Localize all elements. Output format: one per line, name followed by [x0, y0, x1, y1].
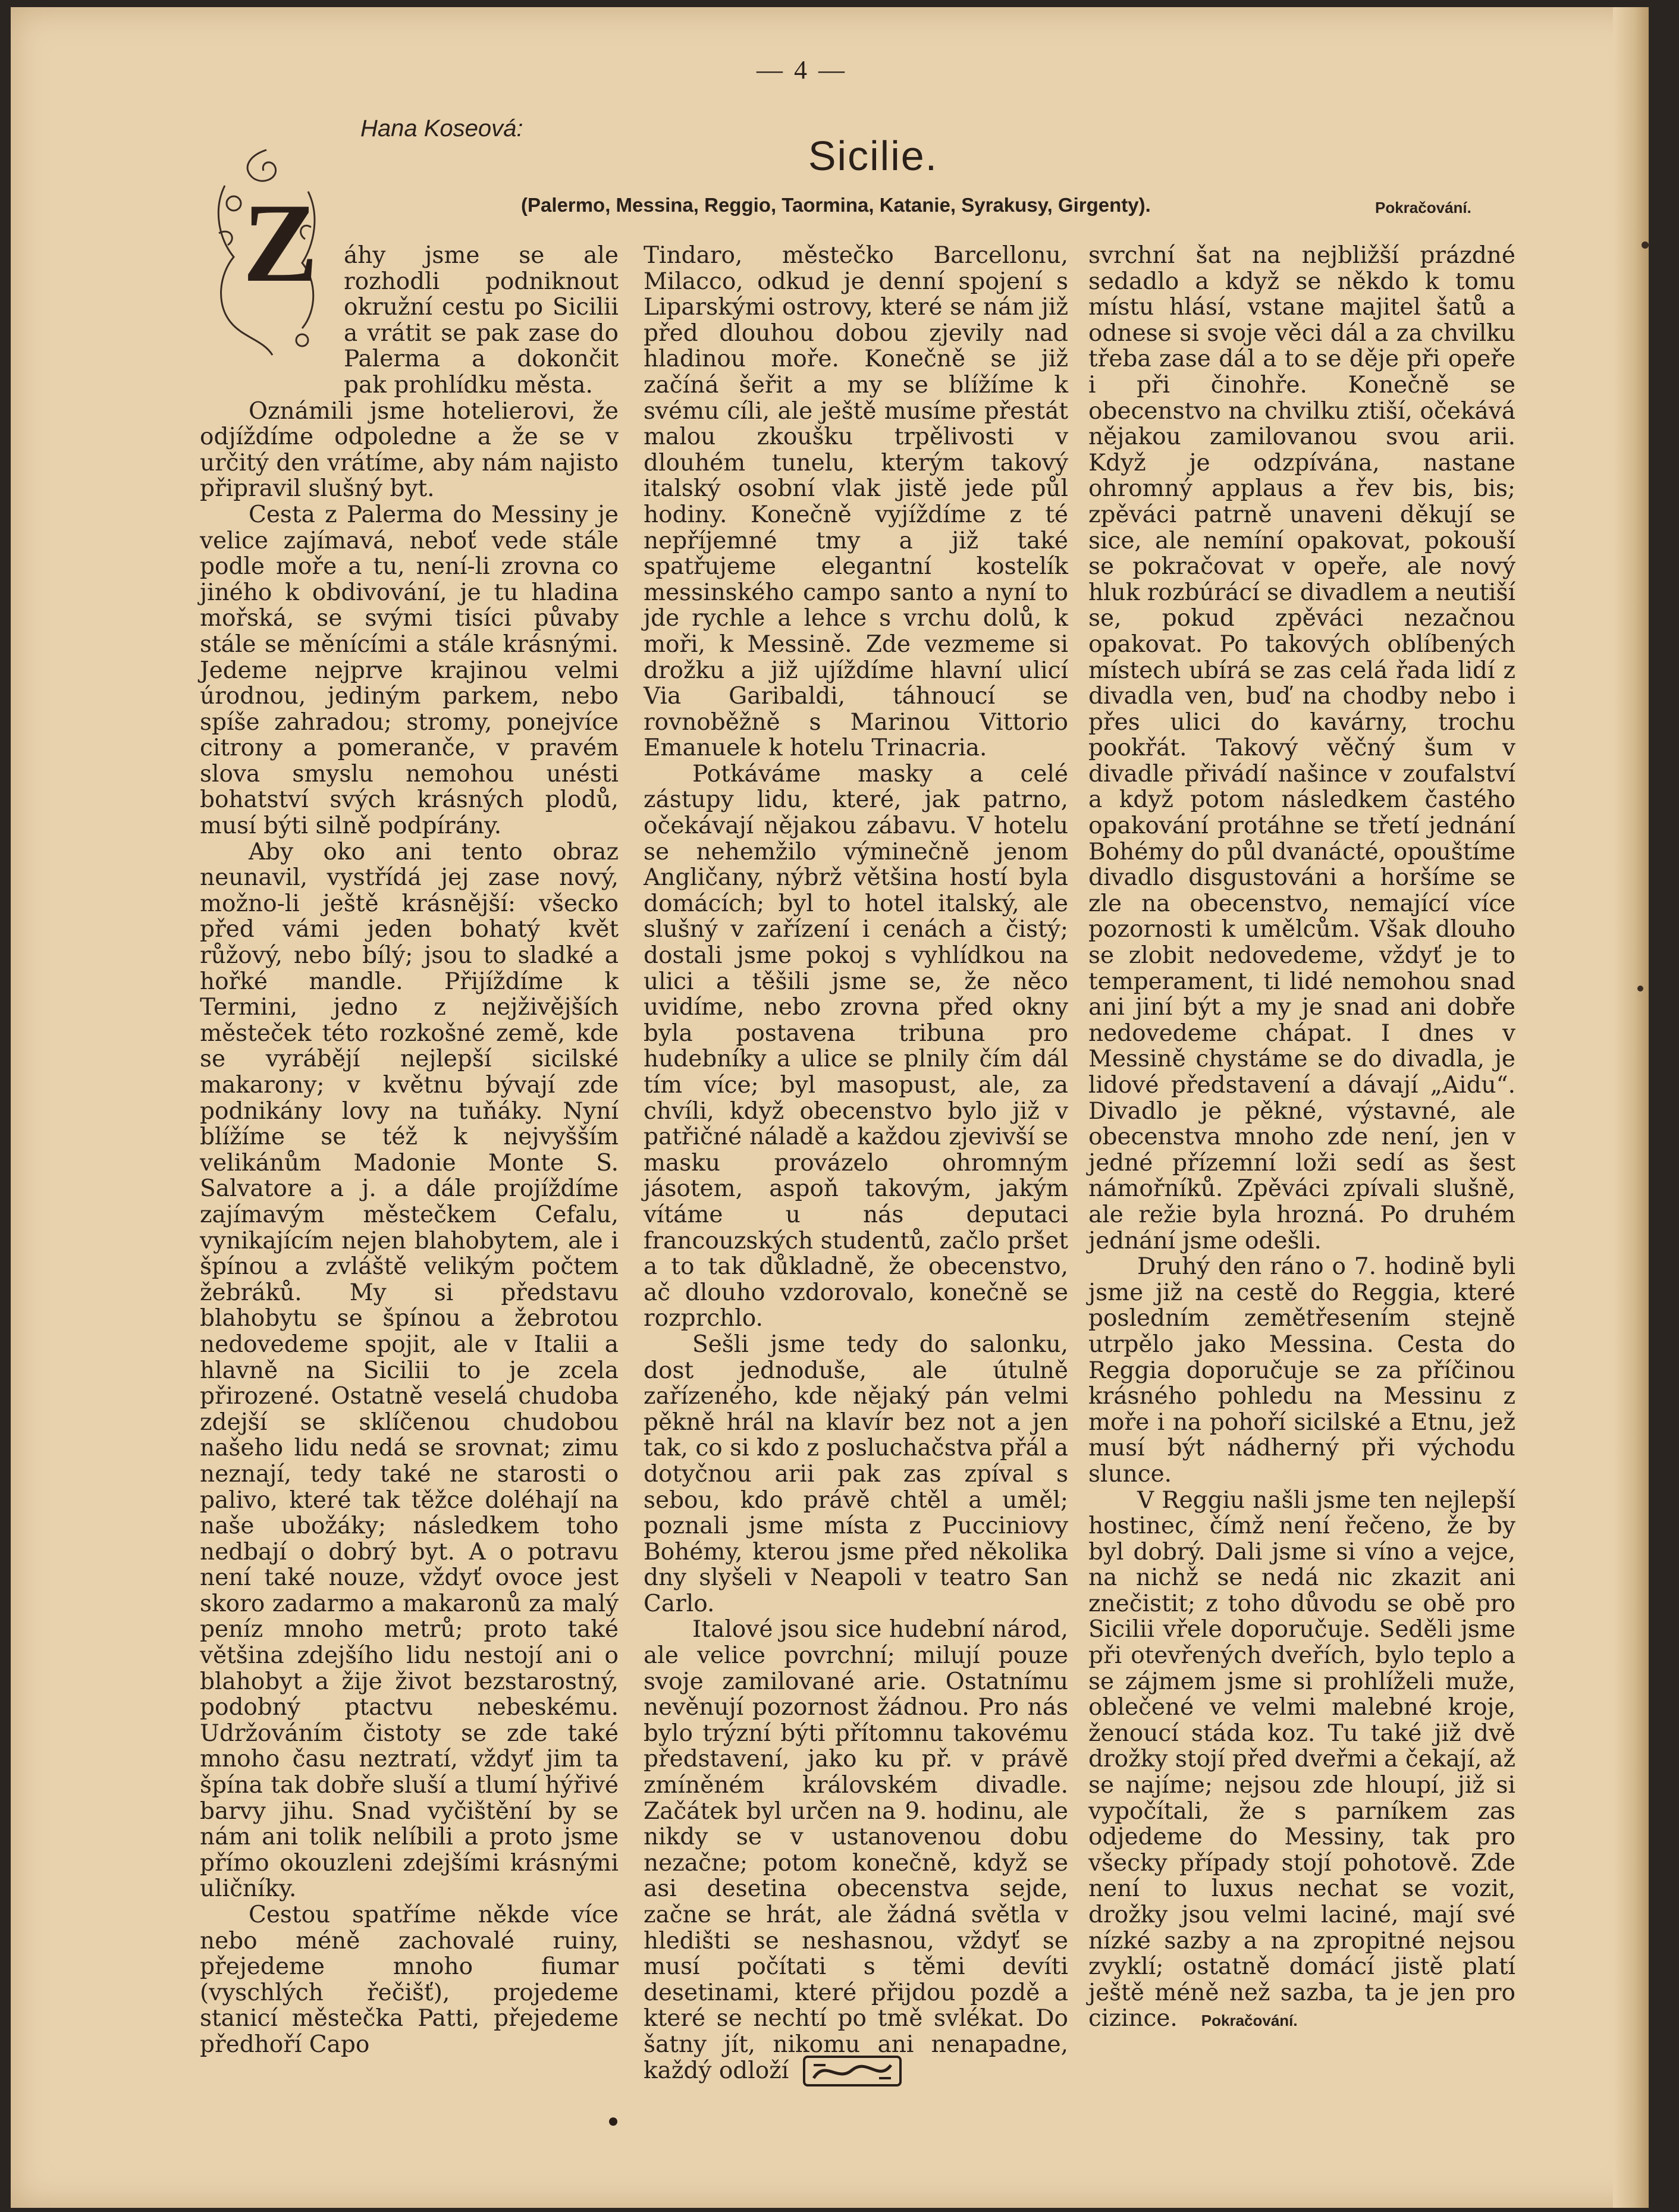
- paragraph: [1088, 1488, 1515, 2034]
- continued-label-end: Pokračování.: [1201, 2012, 1298, 2030]
- paragraph: Cestou spatříme někde více nebo méně zachovalé ruiny, přejedeme mnoho fiumar (vyschlých řečišť), projedeme stanicí městečka Patti, přejedeme předhoří Capo: [200, 1902, 619, 2058]
- paragraph: Aby oko ani tento obraz neunavil, vystřídá jej zase nový, možno-li ještě krásnější: všecko před vámi jeden bohatý květ růžový, nebo bílý; jsou to sladké a hořké mandle. Přijíždíme k Termini, jedno z nejživějších městeček této rozkošné země, kde se vyrábějí nejlepší sicilské makarony; v květnu bývají zde podnikány lovy na tuňáky. Nyní blížíme se též k nejvyšším velikánům Madonie Monte S. Salvatore a j. a dále projíždíme zajímavým městečkem Cefalu, vynikajícím nejen blahobytem, ale i špínou a zvláště velikým počtem žebráků. My si představu blahobytu se špínou a žebrotou nedovedeme spojit, ale v Italii a hlavně na Sicilii to je zcela přirozené. Ostatně veselá chudoba zdejší se sklíčenou chudobou našeho lidu nedá se srovnat; zimu neznají, tedy také ne starosti o palivo, které tak těžce doléhají na naše ubožáky; následkem toho nedbají o dobrý byt. A o potravu není také nouze, vždyť ovoce jest skoro zadarmo a makaronů za malý peníz mnoho metrů; proto také většina zdejšího lidu nestojí ani o blahobyt a žije život bezstarostný, podobný ptactvu nebeskému. Udržováním čistoty se zde také mnoho času neztratí, vždyť jim ta špína tak dobře sluší a tlumí hýřivé barvy jihu. Snad vyčištění by se nám ani tolik nelíbili a proto jsme přímo okouzleni zdejšími krásnými uličníky.: [200, 838, 619, 1903]
- paragraph-text: V Reggiu našli jsme ten nejlepší hostinec, čímž není řečeno, že by byl dobrý. Dali jsme si víno a vejce, na nichž se nedá nic zkazit ani znečistit; z toho důvodu se obě pro Sicilii vřele doporučuje. Seděli jsme při otevřených dveřích, bylo teplo a se zájmem jsme si prohlíželi muže, oblečené ve velmi malebné kroje, ženoucí stáda koz. Tu také již dvě drožky stojí před dveřmi a čekají, až se najíme; nejsou zde hloupí, již si vypočítali, že s parníkem zas odjedeme do Messiny, tak pro všecky případy stojí pohotově. Zde není to luxus nechat se vozit, drožky jsou velmi laciné, mají své nízké sazby a na zpropitné nejsou zvyklí; ostatně domácí jistě platí ještě méně než sazba, ta je jen pro cizince.: [1088, 1486, 1515, 2032]
- article-title: Sicilie.: [808, 133, 939, 179]
- page-number: — 4 —: [757, 55, 847, 84]
- paragraph: Druhý den ráno o 7. hodině byli jsme již na cestě do Reggia, které posledním zemětřesením stejně utrpělo jako Messina. Cesta do Reggia doporučuje se za příčinou krásného pohledu na Messinu z moře i na pohoří sicilské a Etnu, jež musí být nádherný při východu slunce.: [1088, 1253, 1515, 1488]
- paragraph: Potkáváme masky a celé zástupy lidu, které, jak patrno, očekávají nějakou zábavu. V hotelu se nehemžilo výminečně jenom Angličany, nýbrž většina hostí byla domácích; byl to hotel italský, ale slušný v zařízení i cenách a čistý; dostali jsme pokoj s vyhlídkou na ulici a těšili jsme se, že něco uvidíme, nebo zrovna před okny byla postavena tribuna pro hudebníky a ulice se plnily čím dál tím více; byl masopust, ale, za chvíli, když obecenstvo bylo již v patřičné náladě a každou zjevivší se masku provázelo ohromným jásotem, aspoň takovým, jakým vítáme u nás deputaci francouzských studentů, začlo pršet a to tak důkladně, že obecenstvo, ač dlouho vzdorovalo, konečně se rozprchlo.: [644, 760, 1068, 1332]
- drop-cap-space: [200, 243, 344, 381]
- author-name: Hana Koseová:: [360, 115, 523, 142]
- text-column-1: [200, 243, 619, 2058]
- paragraph: svrchní šat na nejbližší prázdné sedadlo a když se někdo k tomu místu hlásí, vstane majitel šatů a odnese si svoje věci dál a za chvilku třeba zase dál a to se děje při opeře i při činohře. Konečně se obecenstvo na chvilku ztiší, očekává nějakou zamilovanou svou arii. Když je odzpívána, nastane ohromný applaus a řev bis, bis; zpěváci patrně unaveni děkují se sice, ale nemíní opakovat, pokouší se pokračovat v opeře, ale nový hluk rozbúrácí se divadlem a neutiší se, pokud zpěváci nezačnou opakovat. Po takových oblíbených místech ubírá se zas celá řada lidí z divadla ven, buď na chodby nebo i přes ulici do kavárny, trochu pookřát. Takový věčný šum v divadle přivádí našince v zoufalství a když potom následkem častého opakování protáhne se třetí jednání Bohémy do půl dvanácté, opouštíme divadlo disgustováni a horšíme se zle na obecenstvo, nemající více pozornosti k umělcům. Však dlouho se zlobit nedovedeme, vždyť je to temperament, ti lidé nemohou snad ani jiní být a my je snad ani dobře nedovedeme chápat. I dnes v Messině chystáme se do divadla, je lidové představení a dávají „Aidu“. Divadlo je pěkné, výstavné, ale obecenstva mnoho zde není, jen v jedné přízemní loži sedí as šest námořníků. Zpěváci zpívali slušně, ale režie byla hrozná. Po druhém jednání jsme odešli.: [1088, 242, 1515, 1254]
- paragraph: Sešli jsme tedy do salonku, dost jednoduše, ale útulně zařízeného, kde nějaký pán velmi pěkně hrál na klavír bez not a jen tak, co si kdo z posluchačstva přál a dotyčnou arii pak zas zpíval s sebou, kdo právě chtěl a uměl; poznali jsme místa z Pucciniovy Bohémy, kterou jsme před několika dny slyšeli v Neapoli v teatro San Carlo.: [644, 1331, 1068, 1617]
- paragraph: Italové jsou sice hudební národ, ale velice povrchní; milují pouze svoje zamilované arie. Ostatnímu nevěnují pozornost žádnou. Pro nás bylo trýzní býti přítomnu takovému představení, jako ku př. v právě zmíněném královském divadle. Začátek byl určen na 9. hodinu, ale nikdy se v ustanovenou dobu nezačne; potom konečně, když se asi desetina obecenstva sejde, začne se hrát, ale žádná světla v hledišti se neshasnou, vždyť se musí počítati s těmi devíti desetinami, které přijdou pozdě a které se nechtí po tmě svlékat. Do šatny jít, nikomu ani nenapadne, každý odloží: [644, 1616, 1068, 2084]
- article-subtitle: (Palermo, Messina, Reggio, Taormina, Katanie, Syrakusy, Girgenty).: [521, 194, 1151, 216]
- page-edge-shadow: [1613, 7, 1649, 2208]
- paragraph: Oznámili jsme hotelierovi, že odjíždíme odpoledne a že se v určitý den vrátíme, aby nám najisto připravil slušný byt.: [200, 397, 619, 503]
- paragraph: Cesta z Palerma do Messiny je velice zajímavá, neboť vede stále podle moře a tu, není-li zrovna co jiného k obdivování, je tu hladina mořská, se svými tisíci půvaby stále se měnícími a stále krásnými. Jedeme nejprve krajinou velmi úrodnou, jediným parkem, nebo spíše zahradou; stromy, ponejvíce citrony a pomeranče, v pravém slova smyslu nemohou unésti bohatství svých krásných plodů, musí býti silně podpírány.: [200, 501, 619, 840]
- paragraph: áhy jsme se ale rozhodli podniknout okružní cestu po Sicilii a vrátit se pak zase do Palerma a dokončit pak prohlídku města.: [344, 242, 619, 399]
- continued-label-top: Pokračování.: [1375, 199, 1471, 217]
- text-column-2: [644, 243, 1068, 2084]
- drop-cap-letter: Z: [243, 181, 318, 306]
- text-column-3: [1088, 243, 1515, 2034]
- paragraph: Tindaro, městečko Barcellonu, Milacco, odkud je denní spojení s Liparskými ostrovy, které se nám již před dlouhou dobou zjevily nad hladinou moře. Konečně se již začíná šeřit a my se blížíme k svému cíli, ale ještě musíme přestát malou zkoušku trpělivosti v dlouhém tunelu, kterým takový italský osobní vlak jistě jede půl hodiny. Konečně vyjíždíme z té nepříjemné tmy a již také spatřujeme elegantní kostelík messinského campo santo a nyní to jde rychle a lehce s vrchu dolů, k moři, k Messině. Zde vezmeme si drožku a již ujíždíme hlavní ulicí Via Garibaldi, táhnoucí se rovnoběžně s Marinou Vittorio Emanuele k hotelu Trinacria.: [644, 242, 1068, 762]
- end-ornament-icon: [802, 2053, 903, 2089]
- newspaper-page: [11, 7, 1649, 2208]
